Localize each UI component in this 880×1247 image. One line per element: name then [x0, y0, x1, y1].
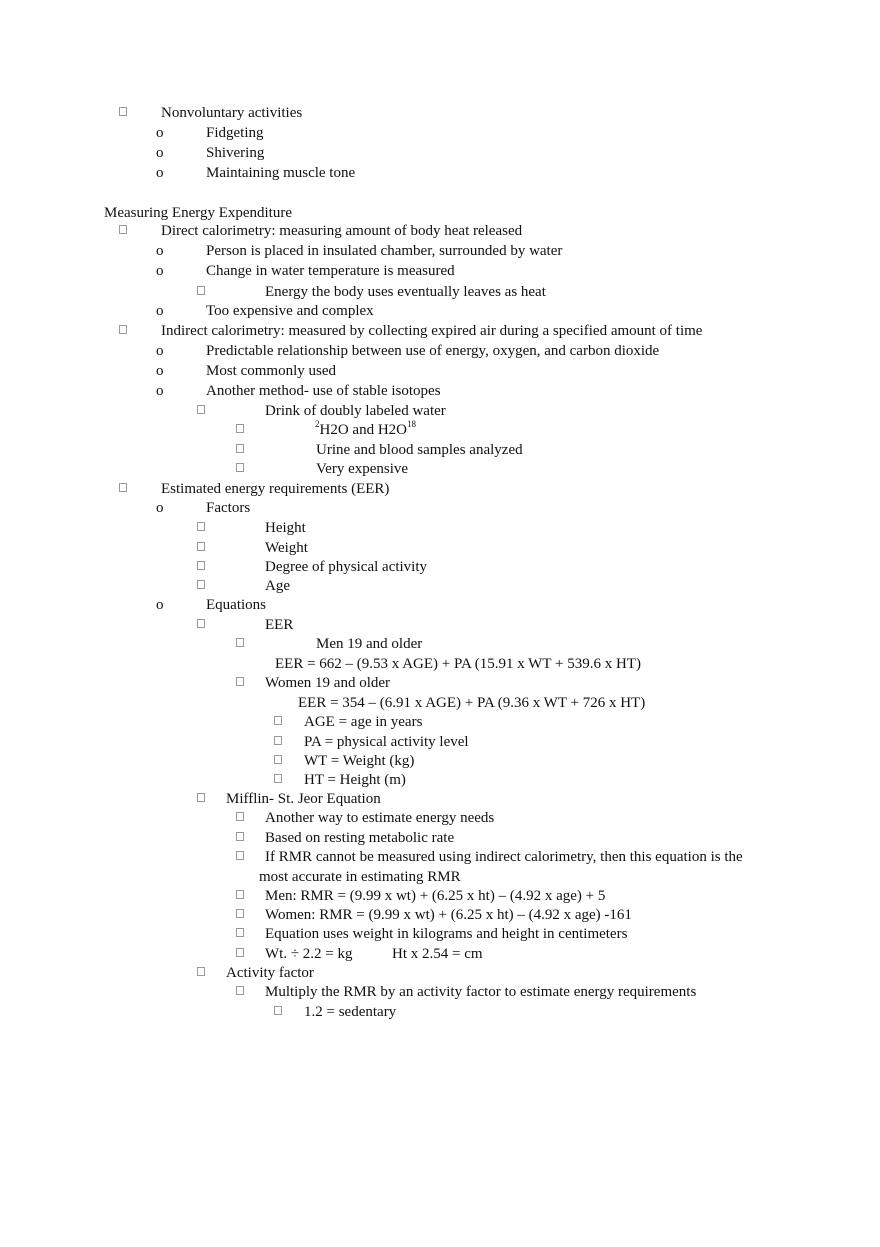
list-item: Fidgeting: [206, 125, 264, 141]
o-bullet-icon: o: [156, 597, 164, 613]
list-item: Women 19 and older: [265, 675, 391, 691]
list-item: Another method- use of stable isotopes: [206, 383, 441, 399]
square-bullet-icon: [197, 405, 205, 414]
square-bullet-icon: [236, 948, 244, 957]
square-bullet-icon: [236, 424, 244, 433]
list-item: Age: [265, 578, 290, 594]
list-item: Equation uses weight in kilograms and height in centimeters: [265, 926, 628, 942]
list-item: If RMR cannot be measured using indirect calorimetry, then this equation is the: [265, 849, 743, 865]
list-item: Indirect calorimetry: measured by collecting expired air during a specified amount of time: [161, 323, 703, 339]
list-item: AGE = age in years: [304, 714, 423, 730]
list-item: Energy the body uses eventually leaves as heat: [265, 284, 546, 300]
square-bullet-icon: [274, 1006, 282, 1015]
list-item: Mifflin- St. Jeor Equation: [226, 791, 381, 807]
list-item: Activity factor: [226, 965, 314, 981]
square-bullet-icon: [197, 561, 205, 570]
square-bullet-icon: [236, 677, 244, 686]
list-item: HT = Height (m): [304, 772, 406, 788]
list-item: 1.2 = sedentary: [304, 1004, 397, 1020]
square-bullet-icon: [236, 890, 244, 899]
square-bullet-icon: [236, 463, 244, 472]
list-item: Men 19 and older: [316, 636, 423, 652]
list-item: Most commonly used: [206, 363, 336, 379]
list-item: Very expensive: [316, 461, 409, 477]
list-item: Wt. ÷ 2.2 = kg: [265, 946, 353, 962]
list-item: Men: RMR = (9.99 x wt) + (6.25 x ht) – (4.92 x age) + 5: [265, 888, 606, 904]
square-bullet-icon: [236, 928, 244, 937]
list-item: Degree of physical activity: [265, 559, 428, 575]
square-bullet-icon: [236, 638, 244, 647]
list-item: Estimated energy requirements (EER): [161, 481, 390, 497]
list-item: Based on resting metabolic rate: [265, 830, 455, 846]
list-item-second-part: Ht x 2.54 = cm: [392, 946, 483, 962]
square-bullet-icon: [197, 967, 205, 976]
list-item: Factors: [206, 500, 251, 516]
list-item: Shivering: [206, 145, 265, 161]
o-bullet-icon: o: [156, 263, 164, 279]
list-item: Too expensive and complex: [206, 303, 374, 319]
square-bullet-icon: [119, 483, 127, 492]
list-item: Nonvoluntary activities: [161, 105, 303, 121]
square-bullet-icon: [197, 619, 205, 628]
list-item: WT = Weight (kg): [304, 753, 415, 769]
superscript-18: 18: [407, 419, 416, 429]
square-bullet-icon: [197, 522, 205, 531]
o-bullet-icon: o: [156, 303, 164, 319]
list-item: Height: [265, 520, 306, 536]
list-item: Predictable relationship between use of energy, oxygen, and carbon dioxide: [206, 343, 660, 359]
list-item: [315, 421, 416, 440]
list-item: Women: RMR = (9.99 x wt) + (6.25 x ht) – (4.92 x age) -161: [265, 907, 632, 923]
square-bullet-icon: [274, 716, 282, 725]
square-bullet-icon: [274, 774, 282, 783]
section-heading: Measuring Energy Expenditure: [104, 205, 293, 221]
square-bullet-icon: [236, 851, 244, 860]
list-item-continuation: most accurate in estimating RMR: [259, 869, 461, 885]
square-bullet-icon: [119, 225, 127, 234]
square-bullet-icon: [274, 755, 282, 764]
o-bullet-icon: o: [156, 145, 164, 161]
list-item: Another way to estimate energy needs: [265, 810, 495, 826]
square-bullet-icon: [236, 444, 244, 453]
square-bullet-icon: [197, 793, 205, 802]
list-item: PA = physical activity level: [304, 734, 469, 750]
o-bullet-icon: o: [156, 243, 164, 259]
square-bullet-icon: [119, 107, 127, 116]
equation-line: EER = 662 – (9.53 x AGE) + PA (15.91 x WT + 539.6 x HT): [275, 656, 641, 672]
list-item: Weight: [265, 540, 308, 556]
equation-line: EER = 354 – (6.91 x AGE) + PA (9.36 x WT + 726 x HT): [298, 695, 646, 711]
square-bullet-icon: [197, 286, 205, 295]
list-item: Multiply the RMR by an activity factor to estimate energy requirements: [265, 984, 697, 1000]
square-bullet-icon: [236, 832, 244, 841]
o-bullet-icon: o: [156, 343, 164, 359]
square-bullet-icon: [274, 736, 282, 745]
o-bullet-icon: o: [156, 125, 164, 141]
square-bullet-icon: [236, 909, 244, 918]
square-bullet-icon: [236, 812, 244, 821]
list-item: EER: [265, 617, 294, 633]
o-bullet-icon: o: [156, 383, 164, 399]
square-bullet-icon: [119, 325, 127, 334]
isotope-text: H2O and H2O: [319, 422, 407, 438]
list-item: Drink of doubly labeled water: [265, 403, 446, 419]
superscript-2: 2: [315, 419, 320, 429]
o-bullet-icon: o: [156, 500, 164, 516]
list-item: Direct calorimetry: measuring amount of body heat released: [161, 223, 523, 239]
list-item: Change in water temperature is measured: [206, 263, 455, 279]
square-bullet-icon: [197, 580, 205, 589]
square-bullet-icon: [197, 542, 205, 551]
o-bullet-icon: o: [156, 165, 164, 181]
square-bullet-icon: [236, 986, 244, 995]
o-bullet-icon: o: [156, 363, 164, 379]
list-item: Person is placed in insulated chamber, surrounded by water: [206, 243, 563, 259]
list-item: Equations: [206, 597, 266, 613]
list-item: Urine and blood samples analyzed: [316, 442, 523, 458]
list-item: Maintaining muscle tone: [206, 165, 356, 181]
